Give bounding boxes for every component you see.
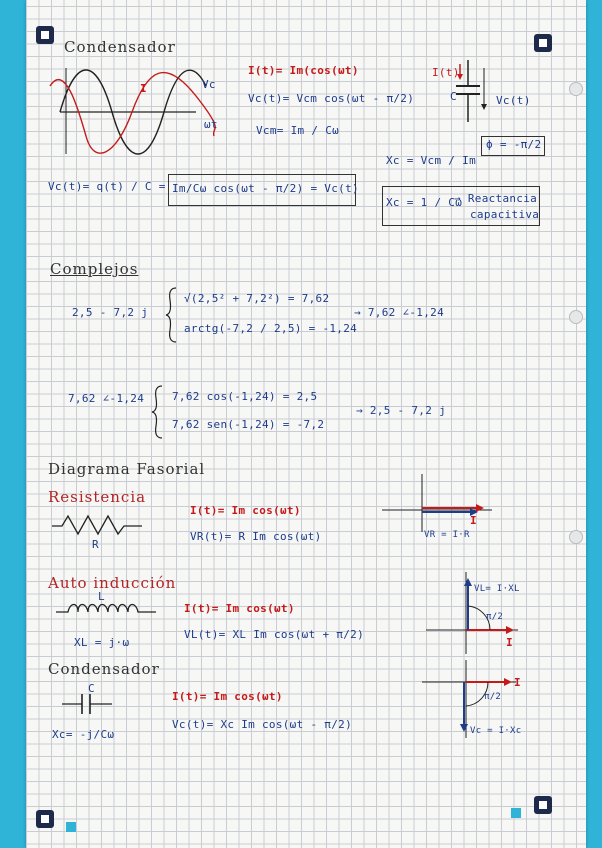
notebook-page xyxy=(26,0,586,848)
eq-vcm: Vcm= Im / Cω xyxy=(256,124,340,137)
section-title-condensador: Condensador xyxy=(64,38,176,56)
reactancia-label: → Reactancia xyxy=(454,192,538,205)
res-eq-current: I(t)= Im cos(ωt) xyxy=(190,504,301,517)
section-title-resistencia: Resistencia xyxy=(48,488,147,506)
cap-c-label: C xyxy=(450,90,457,103)
capacitor2-symbol xyxy=(62,694,112,714)
modulus: √(2,5² + 7,2²) = 7,62 xyxy=(184,292,330,305)
argument: arctg(-7,2 / 2,5) = -1,24 xyxy=(184,322,358,335)
res-eq-voltage: VR(t)= R Im cos(ωt) xyxy=(190,530,322,543)
punch-hole xyxy=(569,82,583,96)
eq-current: I(t)= Im(cos(ωt) xyxy=(248,64,359,77)
corner-marker xyxy=(534,796,552,814)
binomial-result: → 2,5 - 7,2 j xyxy=(356,404,446,417)
res-phasor-i-label: I xyxy=(470,514,477,527)
sine-waves-graph xyxy=(46,66,216,156)
cap2-phasor-i-label: I xyxy=(514,676,521,689)
capacitor2-reactance: Xc= -j/Cω xyxy=(52,728,115,741)
punch-hole xyxy=(569,310,583,324)
imag-part: 7,62 sen(-1,24) = -7,2 xyxy=(172,418,325,431)
corner-marker xyxy=(534,34,552,52)
eq-capacitor-voltage: Vc(t)= Vcm cos(ωt - π/2) xyxy=(248,92,415,105)
cap2-phasor-angle: π/2 xyxy=(484,692,502,702)
corner-square xyxy=(66,822,76,832)
cap2-eq-voltage: Vc(t)= Xc Im cos(ωt - π/2) xyxy=(172,718,352,731)
xc-definition: Xc = Vcm / Im xyxy=(386,154,476,167)
corner-square xyxy=(511,808,521,818)
ind-eq-voltage: VL(t)= XL Im cos(ωt + π/2) xyxy=(184,628,364,641)
wave-label-vc: Vc xyxy=(202,78,216,91)
corner-marker xyxy=(36,810,54,828)
resistor-label: R xyxy=(92,538,99,551)
cap-current-label: I(t) xyxy=(432,66,460,79)
inductor-reactance: XL = j·ω xyxy=(74,636,130,649)
punch-hole xyxy=(569,530,583,544)
complex-number-2: 7,62 ∠-1,24 xyxy=(68,392,145,405)
real-part: 7,62 cos(-1,24) = 2,5 xyxy=(172,390,318,403)
section-title-condensador-2: Condensador xyxy=(48,660,160,678)
res-phasor-v-label: VR = I·R xyxy=(424,530,470,540)
section-title-diagrama: Diagrama Fasorial xyxy=(48,460,206,478)
section-title-complejos: Complejos xyxy=(50,260,139,278)
brace-2 xyxy=(152,384,164,440)
complex-number-1: 2,5 - 7,2 j xyxy=(72,306,149,319)
wave-label-i: I xyxy=(140,82,147,95)
reactancia-label-2: capacitiva xyxy=(470,208,540,221)
cap2-phasor-v-label: Vc = I·Xc xyxy=(470,726,522,736)
ind-phasor-angle: π/2 xyxy=(486,612,504,622)
capacitor2-label: C xyxy=(88,682,95,695)
ind-phasor-i-label: I xyxy=(506,636,513,649)
inductor-label: L xyxy=(98,590,105,603)
polar-result: → 7,62 ∠-1,24 xyxy=(354,306,444,319)
cap2-eq-current: I(t)= Im cos(ωt) xyxy=(172,690,283,703)
inductor-symbol xyxy=(56,602,156,618)
ind-eq-current: I(t)= Im cos(ωt) xyxy=(184,602,295,615)
phi-value: ϕ = -π/2 xyxy=(486,138,542,151)
vc-derivation: Vc(t)= q(t) / C = xyxy=(48,180,166,193)
vc-result: Im/Cω cos(ωt - π/2) = Vc(t) xyxy=(172,182,359,195)
corner-marker xyxy=(36,26,54,44)
resistor-symbol xyxy=(52,514,142,534)
xc-formula: Xc = 1 / Cω xyxy=(386,196,463,209)
wave-label-wt: ωt xyxy=(204,118,218,131)
resistor-phasor-diagram xyxy=(382,474,502,534)
cap-voltage-label: Vc(t) xyxy=(496,94,531,107)
section-title-autoinduccion: Auto inducción xyxy=(48,574,177,592)
ind-phasor-v-label: VL= I·XL xyxy=(474,584,520,594)
brace-1 xyxy=(166,286,178,344)
